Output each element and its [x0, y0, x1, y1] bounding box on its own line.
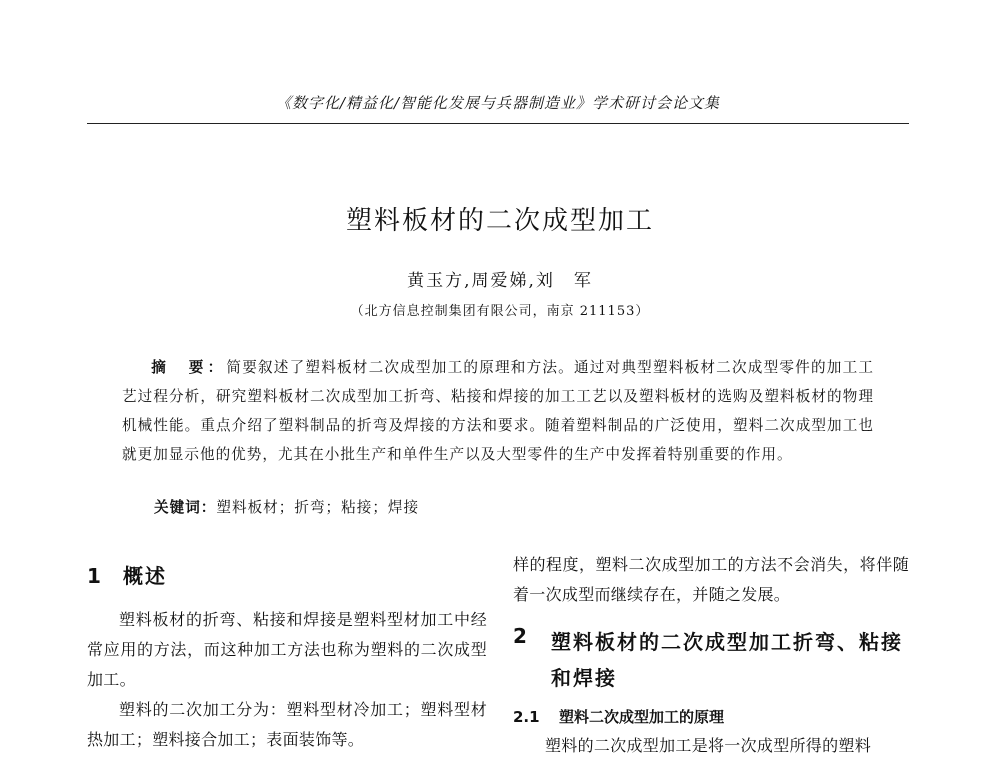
section-2-number: 2 [513, 624, 529, 648]
section-2-1-number: 2.1 [513, 708, 540, 726]
keywords-label: 关键词： [154, 499, 217, 516]
abstract [122, 353, 874, 469]
abstract-label: 摘 要： [151, 359, 227, 376]
abstract-text: 简要叙述了塑料板材二次成型加工的原理和方法。通过对典型塑料板材二次成型零件的加工工艺过程分析，研究塑料板材二次成型加工折弯、粘接和焊接的加工工艺以及塑料板材的选购及塑料板材的物理机械性能。重点介绍了塑料制品的折弯及焊接的方法和要求。随着塑料制品的广泛使用，塑料二次成型加工也就更加显示他的优势，尤其在小批生产和单件生产以及大型零件的生产中发挥着特别重要的作用。 [122, 359, 874, 463]
section-1-paragraph-1: 塑料板材的折弯、粘接和焊接是塑料型材加工中经常应用的方法，而这种加工方法也称为塑料的二次成型加工。 [87, 610, 487, 689]
section-2-1-title: 塑料二次成型加工的原理 [559, 708, 725, 726]
section-1-number: 1 [87, 564, 103, 588]
left-column [87, 560, 487, 755]
keywords-text: 塑料板材；折弯；粘接；焊接 [216, 499, 420, 516]
paper-affiliation: （北方信息控制集团有限公司，南京 211153） [350, 304, 650, 319]
section-2-1-heading [513, 706, 909, 727]
continued-paragraph: 样的程度，塑料二次成型加工的方法不会消失，将伴随着一次成型而继续存在，并随之发展。 [513, 555, 909, 604]
section-1-paragraph-2: 塑料的二次加工分为：塑料型材冷加工；塑料型材热加工；塑料接合加工；表面装饰等。 [87, 700, 487, 749]
paper-title: 塑料板材的二次成型加工 [345, 206, 654, 236]
header-rule [87, 123, 909, 124]
section-2-title: 塑料板材的二次成型加工折弯、粘接和焊接 [551, 630, 903, 690]
section-2-heading [513, 624, 909, 696]
section-1-title: 概述 [123, 564, 167, 588]
keywords [154, 496, 874, 517]
paper-authors: 黄玉方,周爱娣,刘 军 [407, 271, 593, 291]
right-column [513, 550, 909, 761]
section-2-1-paragraph: 塑料的二次成型加工是将一次成型所得的塑料 [545, 736, 872, 755]
section-1-heading [87, 560, 487, 589]
running-header: 《数字化/精益化/智能化发展与兵器制造业》学术研讨会论文集 [275, 94, 721, 112]
